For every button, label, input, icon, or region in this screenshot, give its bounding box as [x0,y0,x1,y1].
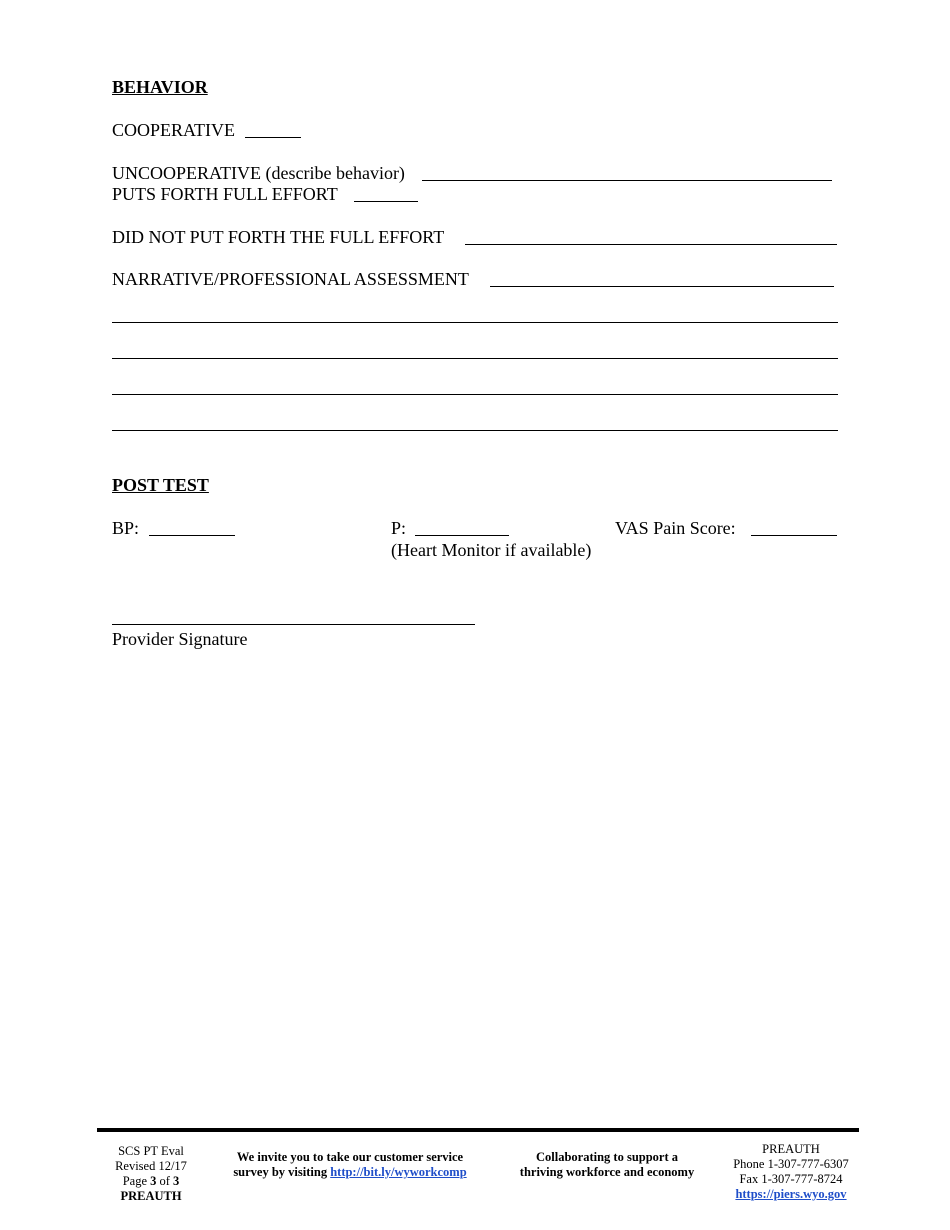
provider-signature-label: Provider Signature [112,629,248,649]
narrative-line-3[interactable] [112,394,838,395]
collab-line-1: Collaborating to support a [535,1150,679,1164]
narrative-line-1[interactable] [112,322,838,323]
preauth-tag-left: PREAUTH [120,1189,182,1203]
pulse-label: P: [391,518,407,538]
vas-pain-score-label: VAS Pain Score: [615,518,736,538]
not-full-effort-blank[interactable] [465,244,837,245]
phone-number: Phone 1-307-777-6307 [733,1157,849,1171]
fax-number: Fax 1-307-777-8724 [739,1172,843,1186]
narrative-blank[interactable] [490,286,834,287]
survey-line-1: We invite you to take our customer service [236,1150,464,1164]
behavior-heading: BEHAVIOR [112,77,208,97]
full-effort-blank[interactable] [354,201,418,202]
cooperative-label: COOPERATIVE [112,120,236,140]
footer-divider [97,1128,859,1132]
uncooperative-blank[interactable] [422,180,832,181]
footer-survey [210,1150,490,1180]
footer-form-info [100,1144,202,1204]
cooperative-blank[interactable] [245,137,301,138]
narrative-label: NARRATIVE/PROFESSIONAL ASSESSMENT [112,269,469,289]
full-effort-label: PUTS FORTH FULL EFFORT [112,184,338,204]
survey-line-2: survey by visiting http://bit.ly/wyworkcomp [233,1165,467,1179]
survey-link[interactable]: http://bit.ly/wyworkcomp [330,1165,467,1179]
vas-pain-score-blank[interactable] [751,535,837,536]
preauth-tag-right: PREAUTH [762,1142,820,1156]
collab-line-2: thriving workforce and economy [519,1165,695,1179]
bp-label: BP: [112,518,140,538]
website-link[interactable]: https://piers.wyo.gov [735,1187,847,1201]
heart-monitor-note: (Heart Monitor if available) [391,540,592,560]
revised-date: Revised 12/17 [115,1159,187,1173]
pulse-blank[interactable] [415,535,509,536]
uncooperative-label: UNCOOPERATIVE (describe behavior) [112,163,405,183]
footer-collaborating [497,1150,717,1180]
form-name: SCS PT Eval [118,1144,184,1158]
bp-blank[interactable] [149,535,235,536]
post-test-heading: POST TEST [112,475,209,495]
narrative-line-4[interactable] [112,430,838,431]
not-full-effort-label: DID NOT PUT FORTH THE FULL EFFORT [112,227,445,247]
page-number: Page 3 of 3 [122,1174,180,1188]
signature-line[interactable] [112,624,475,625]
footer-contact [720,1142,862,1202]
narrative-line-2[interactable] [112,358,838,359]
